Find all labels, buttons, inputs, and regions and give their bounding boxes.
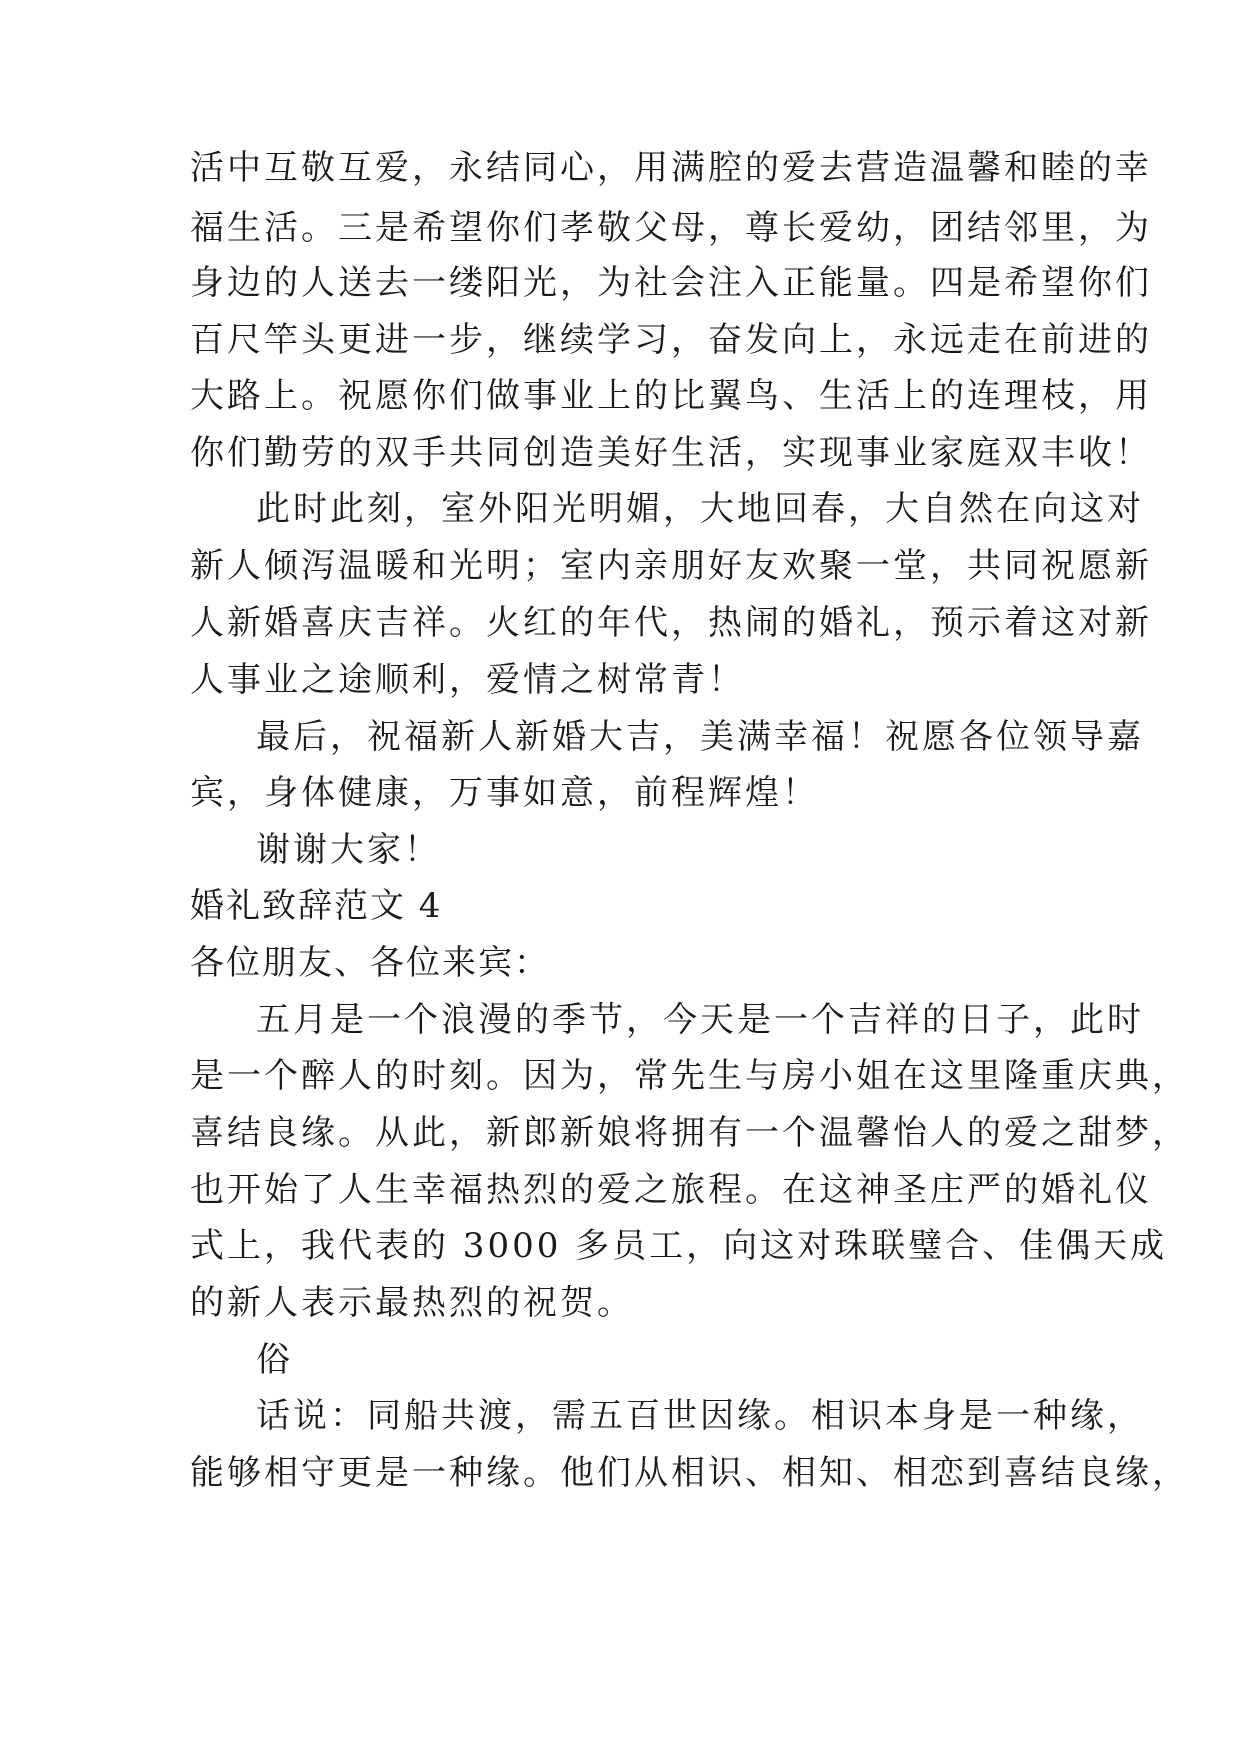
body-line: 五月是一个浪漫的季节，今天是一个吉祥的日子，此时 bbox=[256, 1000, 1144, 1040]
body-line: 身边的人送去一缕阳光，为社会注入正能量。四是希望你们 bbox=[190, 263, 1152, 303]
body-line: 活中互敬互爱，永结同心，用满腔的爱去营造温馨和睦的幸 bbox=[190, 148, 1152, 188]
body-line: 你们勤劳的双手共同创造美好生活，实现事业家庭双丰收！ bbox=[190, 433, 1152, 473]
body-line: 俗 bbox=[256, 1340, 293, 1380]
body-line: 大路上。祝愿你们做事业上的比翼鸟、生活上的连理枝，用 bbox=[190, 376, 1152, 416]
body-line: 福生活。三是希望你们孝敬父母，尊长爱幼，团结邻里，为 bbox=[190, 208, 1152, 248]
body-line: 最后，祝福新人新婚大吉，美满幸福！祝愿各位领导嘉 bbox=[256, 717, 1144, 757]
body-line: 也开始了人生幸福热烈的爱之旅程。在这神圣庄严的婚礼仪 bbox=[190, 1170, 1152, 1210]
body-line: 此时此刻，室外阳光明媚，大地回春，大自然在向这对 bbox=[256, 489, 1144, 529]
body-line: 话说：同船共渡，需五百世因缘。相识本身是一种缘， bbox=[256, 1396, 1144, 1436]
body-line: 宾，身体健康，万事如意，前程辉煌！ bbox=[190, 773, 819, 813]
body-line: 百尺竿头更进一步，继续学习，奋发向上，永远走在前进的 bbox=[190, 320, 1152, 360]
body-line: 式上，我代表的 3000 多员工，向这对珠联璧合、佳偶天成 bbox=[190, 1226, 1168, 1266]
body-line: 喜结良缘。从此，新郎新娘将拥有一个温馨怡人的爱之甜梦， bbox=[190, 1113, 1189, 1153]
salutation: 各位朋友、各位来宾： bbox=[190, 943, 550, 983]
body-line: 谢谢大家！ bbox=[256, 830, 441, 870]
body-line: 能够相守更是一种缘。他们从相识、相知、相恋到喜结良缘， bbox=[190, 1453, 1189, 1493]
body-line: 人新婚喜庆吉祥。火红的年代，热闹的婚礼，预示着这对新 bbox=[190, 603, 1152, 643]
body-line: 新人倾泻温暖和光明；室内亲朋好友欢聚一堂，共同祝愿新 bbox=[190, 546, 1152, 586]
body-line: 是一个醉人的时刻。因为，常先生与房小姐在这里隆重庆典， bbox=[190, 1056, 1189, 1096]
body-line: 的新人表示最热烈的祝贺。 bbox=[190, 1283, 634, 1323]
section-heading: 婚礼致辞范文 4 bbox=[190, 886, 443, 926]
body-line: 人事业之途顺利，爱情之树常青！ bbox=[190, 660, 745, 700]
